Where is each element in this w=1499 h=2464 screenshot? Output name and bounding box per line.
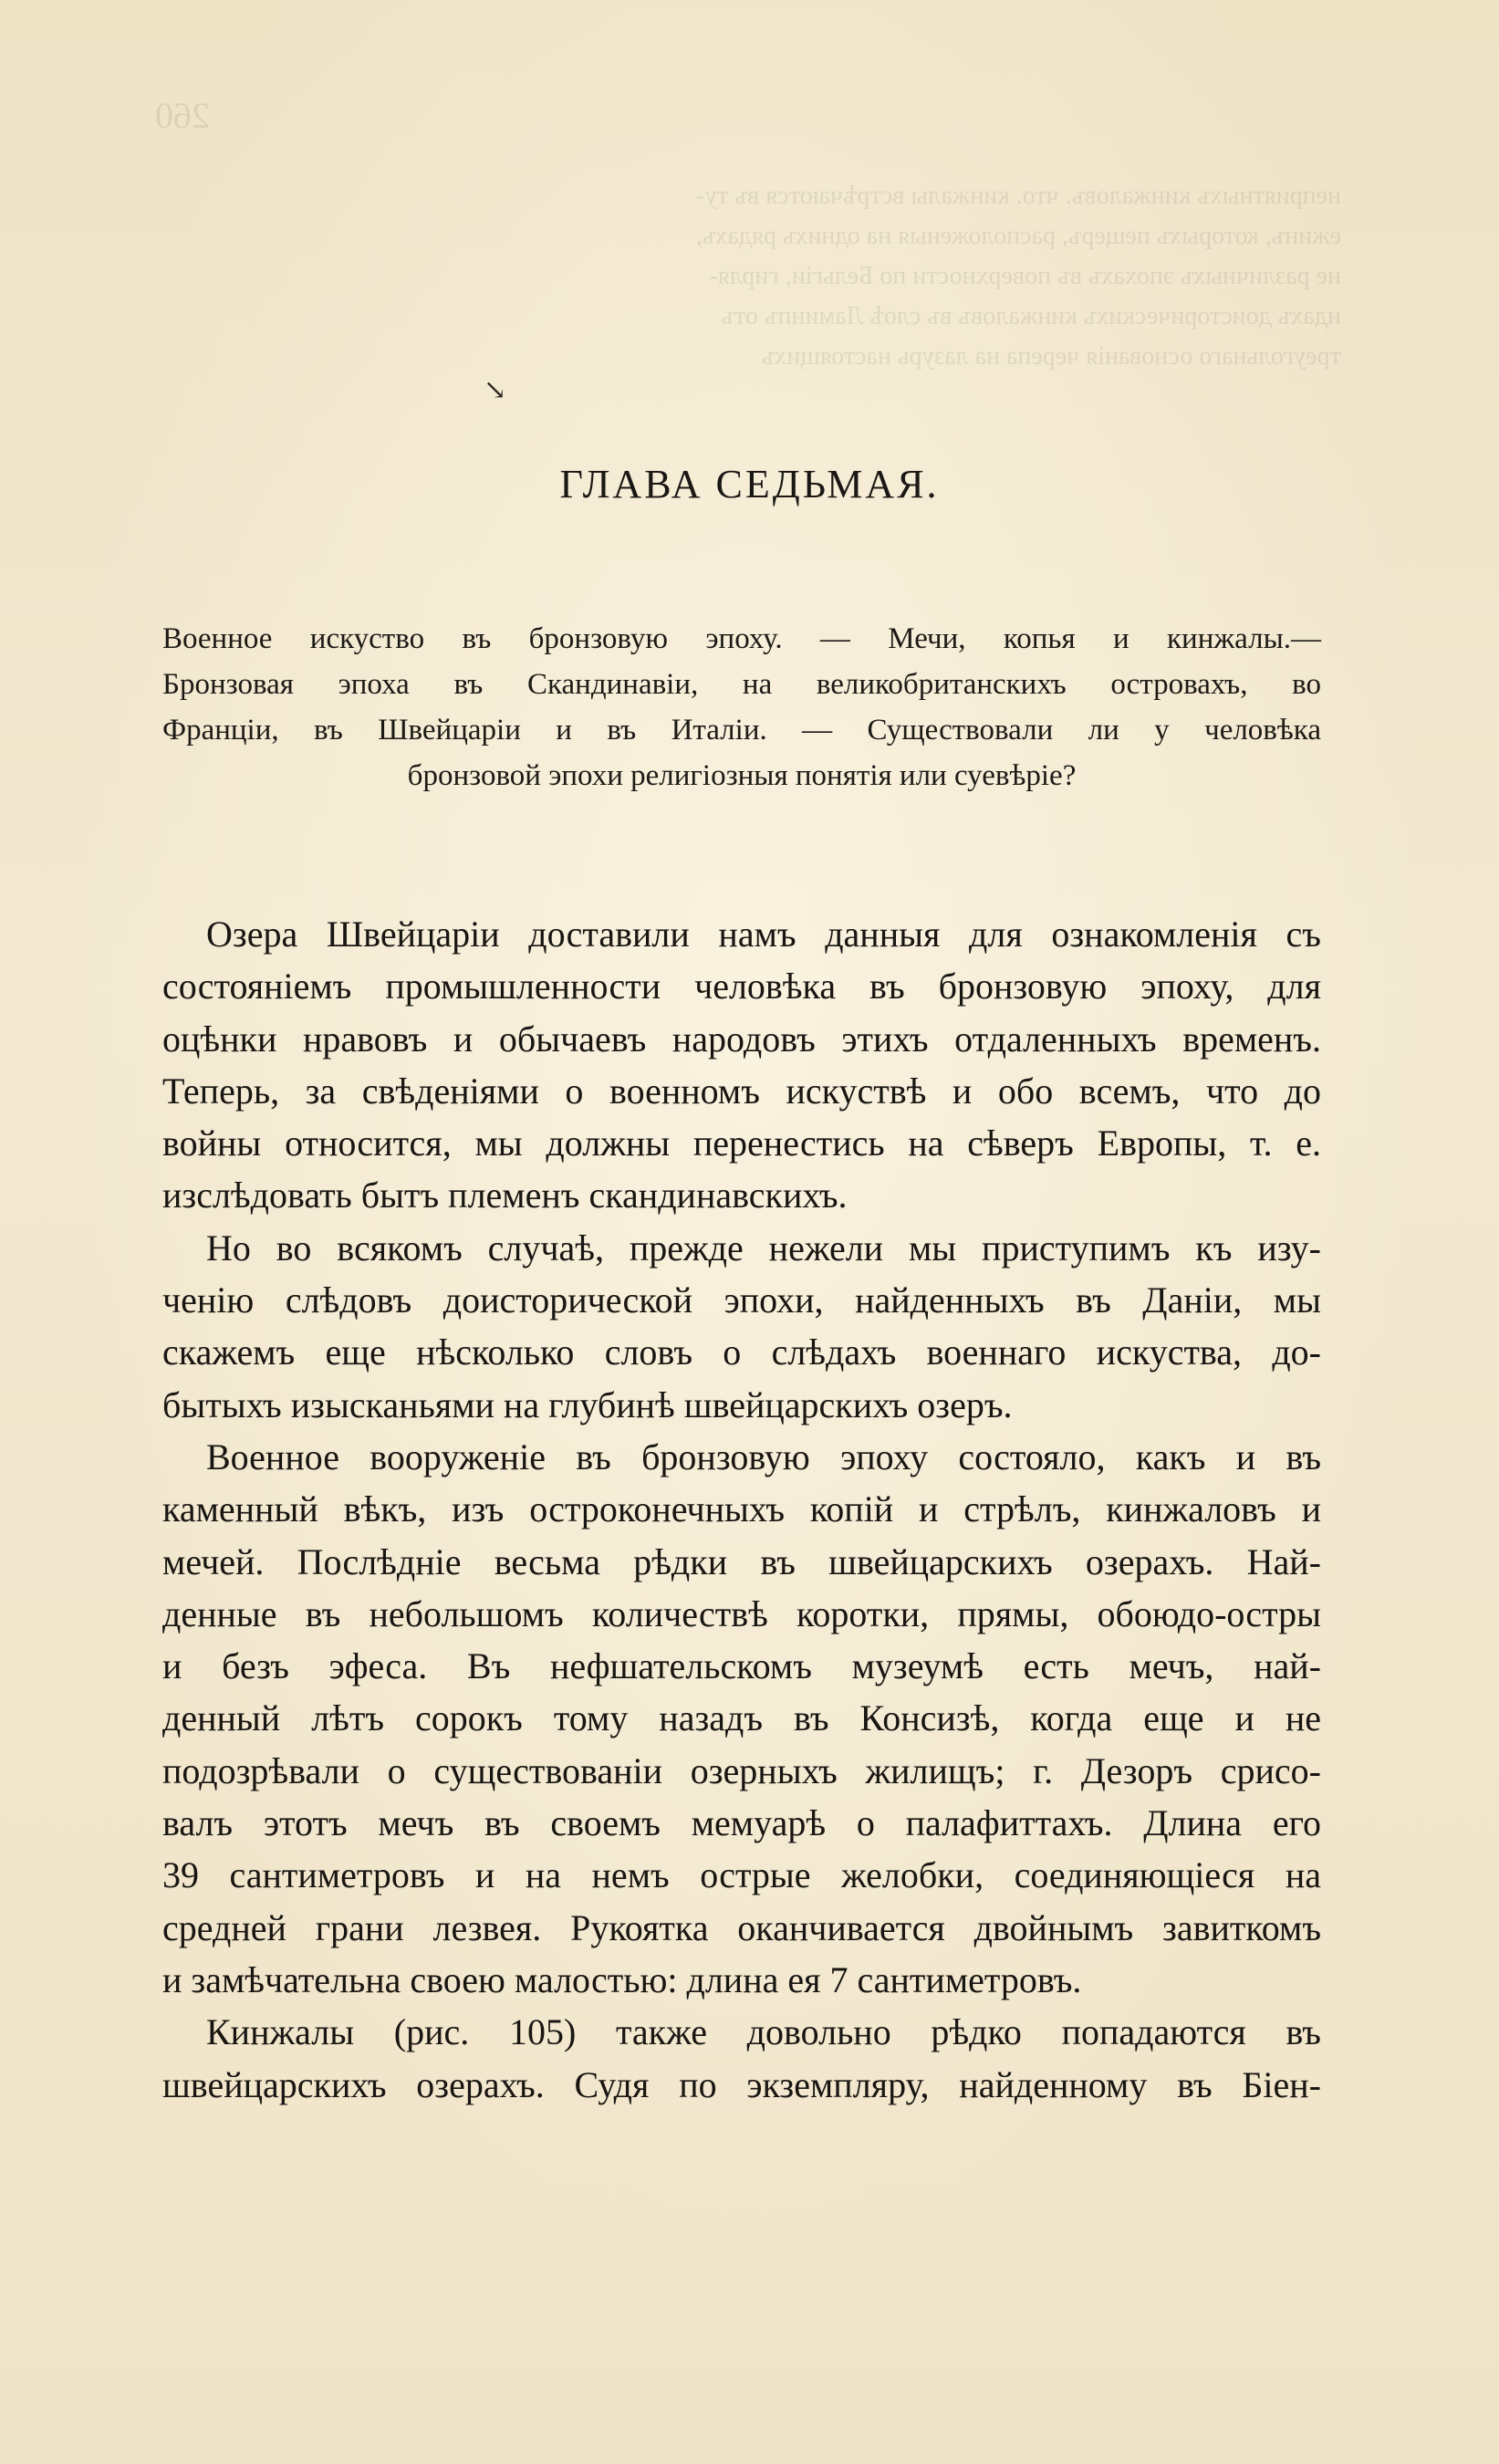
chapter-summary (162, 616, 1321, 799)
text-line: Кинжалы (рис. 105) также довольно рѣдко попадаются въ (206, 2011, 1321, 2053)
text-line: мечей. Послѣдніе весьма рѣдки въ швейцарскихъ озерахъ. Най- (162, 1540, 1321, 1582)
text-line: валъ этотъ мечъ въ своемъ мемуарѣ о палафиттахъ. Длина его (162, 1802, 1321, 1844)
body-text (162, 908, 1321, 2111)
text-line: состояніемъ промышленности человѣка въ бронзовую эпоху, для (162, 966, 1321, 1008)
text-line: ченію слѣдовъ доисторической эпохи, найденныхъ въ Даніи, мы (162, 1279, 1321, 1321)
text-line: Но во всякомъ случаѣ, прежде нежели мы приступимъ къ изу- (206, 1227, 1321, 1269)
summary-line: Бронзовая эпоха въ Скандинавіи, на великобританскихъ островахъ, во (162, 668, 1321, 701)
text-line: денный лѣтъ сорокъ тому назадъ въ Консизѣ, когда еще и не (162, 1697, 1321, 1739)
text-line: и безъ эфеса. Въ нефшательскомъ музеумѣ есть мечъ, най- (162, 1645, 1321, 1687)
text-line: Военное вооруженіе въ бронзовую эпоху состояло, какъ и въ (206, 1436, 1321, 1477)
text-line: 39 сантиметровъ и на немъ острые желобки, соединяющіеся на (162, 1854, 1321, 1896)
text-line: и замѣчательна своею малостью: длина ея 7 сантиметровъ. (162, 1958, 1082, 2000)
ornament-mark: ↘ (484, 374, 507, 406)
text-line: изслѣдовать бытъ племенъ скандинавскихъ. (162, 1175, 848, 1216)
text-line: бытыхъ изысканьями на глубинѣ швейцарскихъ озеръ. (162, 1383, 1013, 1425)
text-line: швейцарскихъ озерахъ. Судя по экземпляру, найденному въ Біен- (162, 2063, 1321, 2105)
text-line: денные въ небольшомъ количествѣ коротки, прямы, обоюдо-остры (162, 1592, 1321, 1634)
text-line: каменный вѣкъ, изъ остроконечныхъ копій и стрѣлъ, кинжаловъ и (162, 1488, 1321, 1530)
text-line: средней грани лезвея. Рукоятка оканчивается двойнымъ завиткомъ (162, 1906, 1321, 1948)
summary-line: бронзовой эпохи религіозныя понятія или суевѣріе? (407, 759, 1077, 792)
bleed-through-text: 260 неприятныхъ кинжаловъ. что. кинжалы встрѣчаются въ ту- ежинъ, которыхъ пещеръ, расположеныя на однихъ рядахъ, не различныхъ эпохахъ въ поверхности по Бельгіи, гирля- ндахъ доисторическихъ кинжаловъ въ слоѣ Ламинпъ отъ треугольнаго основанія черепа на лазурь настоящихъ (155, 95, 1341, 371)
text-line: скажемъ еще нѣсколько словъ о слѣдахъ военнаго искуства, до- (162, 1331, 1321, 1373)
chapter-title: ГЛАВА СЕДЬМАЯ. (559, 462, 940, 506)
text-line: подозрѣвали о существованіи озерныхъ жилищъ; г. Дезоръ срисо- (162, 1749, 1321, 1791)
text-line: Озера Швейцаріи доставили намъ данныя для ознакомленія съ (206, 914, 1321, 955)
text-line: Теперь, за свѣденіями о военномъ искуствѣ и обо всемъ, что до (162, 1070, 1321, 1112)
text-line: оцѣнки нравовъ и обычаевъ народовъ этихъ отдаленныхъ временъ. (162, 1018, 1321, 1060)
summary-line: Франціи, въ Швейцаріи и въ Италіи. — Существовали ли у человѣка (162, 714, 1321, 747)
text-line: войны относится, мы должны перенестись на сѣверъ Европы, т. е. (162, 1122, 1321, 1164)
summary-line: Военное искуство въ бронзовую эпоху. — Мечи, копья и кинжалы.— (162, 622, 1321, 655)
